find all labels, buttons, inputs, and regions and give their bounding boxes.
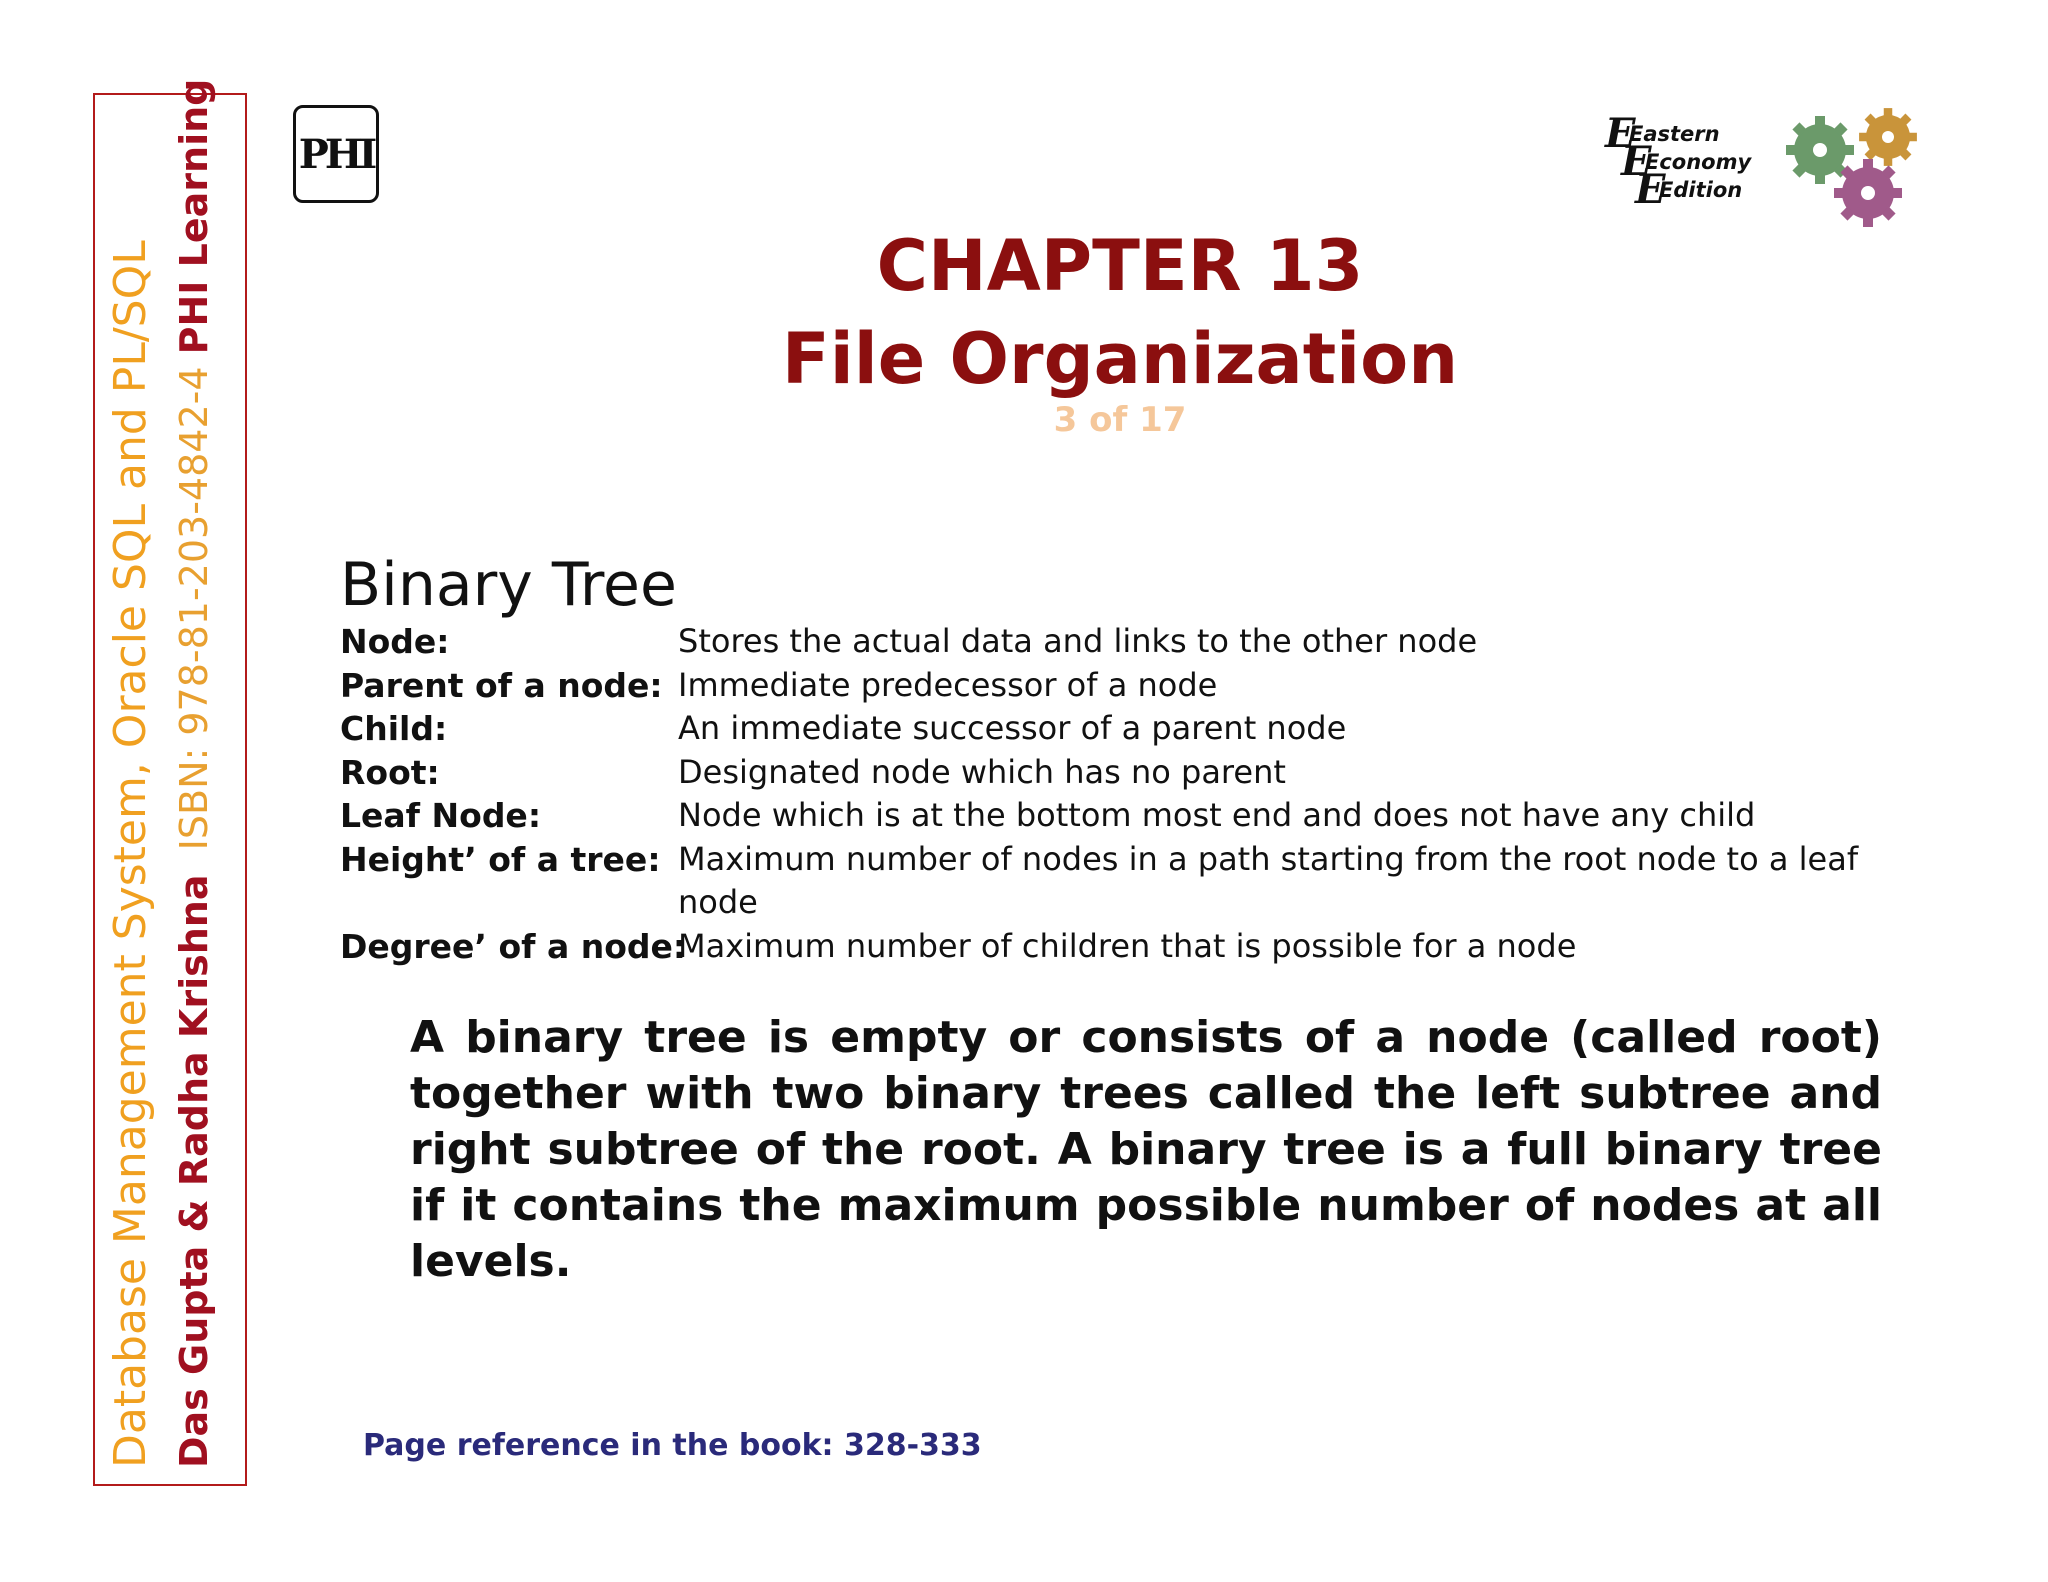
page-reference: Page reference in the book: 328-333 — [363, 1428, 982, 1463]
definition-row — [340, 620, 1900, 664]
definition-term: Degree’ of a node: — [340, 926, 687, 966]
definition-term: Parent of a node: — [340, 665, 663, 705]
definition-term: Child: — [340, 709, 448, 748]
phi-logo — [293, 105, 379, 203]
definition-desc: Stores the actual data and links to the other node — [678, 622, 1478, 660]
section-title: Binary Tree — [340, 550, 677, 620]
definition-desc: Immediate predecessor of a node — [678, 665, 1218, 704]
page-count: 3 of 17 — [1053, 400, 1187, 440]
definition-row — [340, 925, 1900, 969]
eee-letter-1: E — [1605, 110, 1636, 157]
eee-word-2: Economy — [1645, 150, 1752, 174]
sidebar-publisher: PHI Learning — [172, 78, 216, 355]
eastern-economy-edition-logo — [1605, 110, 1755, 218]
definition-row — [340, 707, 1900, 751]
phi-logo-text: PHI — [298, 130, 374, 178]
definition-term: Root: — [340, 752, 440, 792]
binary-tree-paragraph: A binary tree is empty or consists of a node (called root) together with two binary trees called the left subtree and right subtree of the root. A binary tree is a full binary tree if it contains the maximum possible number of nodes at all levels. — [410, 1012, 1882, 1287]
sidebar-isbn: ISBN: 978-81-203-4842-4 — [172, 366, 216, 851]
definition-row — [340, 838, 1900, 925]
chapter-number: CHAPTER 13 — [876, 225, 1364, 307]
eee-word-1: Eastern — [1629, 122, 1720, 146]
eee-letter-2: E — [1621, 138, 1652, 185]
definition-term: Leaf Node: — [340, 796, 542, 835]
chapter-title: File Organization — [781, 318, 1459, 400]
definition-term: Node: — [340, 622, 450, 661]
eee-letter-3: E — [1635, 166, 1666, 213]
sidebar-authors: Das Gupta & Radha Krishna — [172, 874, 216, 1468]
definition-row — [340, 794, 1900, 838]
definition-desc: Maximum number of children that is possible for a node — [678, 926, 1577, 965]
definition-desc: Designated node which has no parent — [678, 752, 1286, 791]
gears-icon — [1780, 105, 1925, 235]
eee-word-3: Edition — [1659, 178, 1743, 202]
definition-desc: Node which is at the bottom most end and does not have any child — [678, 796, 1756, 834]
definition-row — [340, 664, 1900, 708]
definition-desc: Maximum number of nodes in a path starting from the root node to a leaf node — [678, 839, 1859, 921]
definitions-list — [340, 620, 1900, 968]
sidebar-book-title: Database Management System, Oracle SQL and PL/SQL — [105, 240, 156, 1468]
definition-row — [340, 751, 1900, 795]
definition-term: Height’ of a tree: — [340, 839, 661, 879]
definition-desc: An immediate successor of a parent node — [678, 709, 1347, 747]
